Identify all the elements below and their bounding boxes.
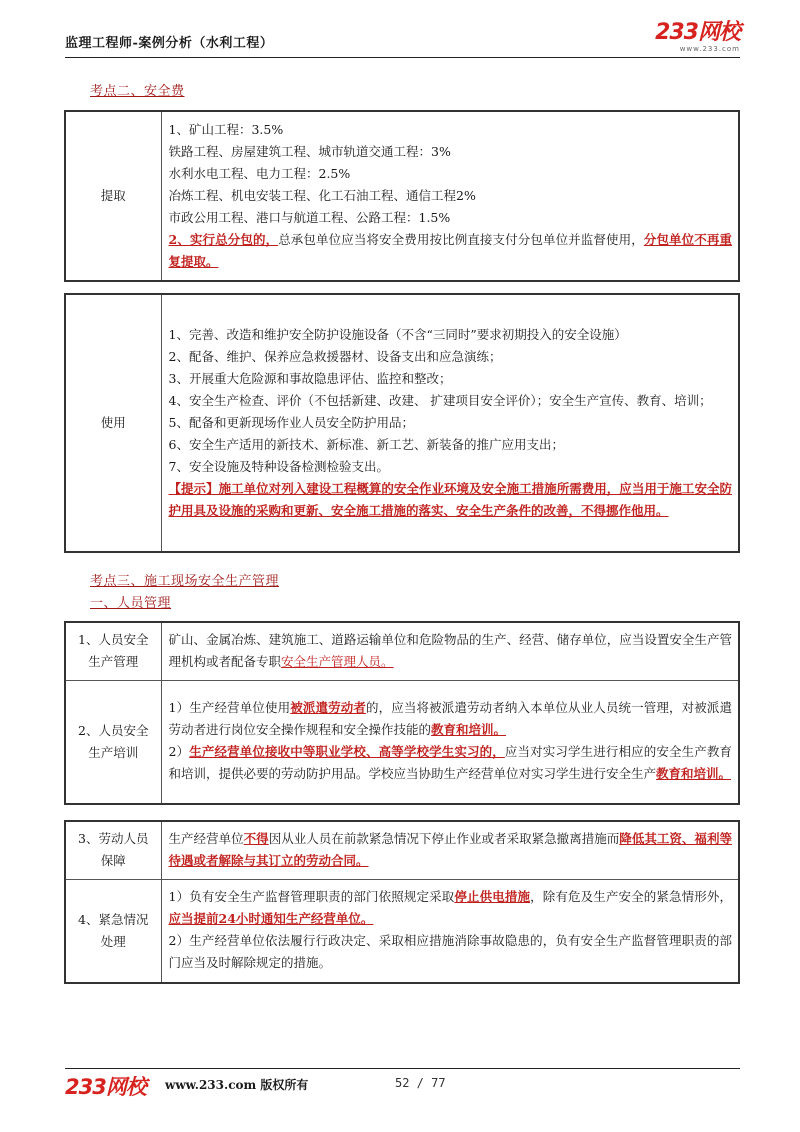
row-label: 2、人员安全生产培训 — [65, 680, 161, 804]
highlight-text: 教育和培训。 — [656, 766, 732, 782]
paragraph: 2）生产经营单位依法履行行政决定、采取相应措施消除事故隐患的，负有安全生产监督管理职责的部门应当及时解除规定的措施。 — [168, 933, 732, 971]
row-text: 1）负有安全生产监督管理职责的部门依照规定采取 — [168, 889, 455, 905]
highlight-text: 不得 — [243, 830, 269, 846]
highlight-text: 教育和培训。 — [431, 722, 507, 738]
row-content — [161, 821, 739, 879]
use-line: 6、安全生产适用的新技术、新标准、新工艺、新装备的推广应用支出； — [168, 436, 564, 452]
section-heading-site-safety: 考点三、施工现场安全生产管理 — [90, 574, 280, 589]
row-text: 1）生产经营单位使用 — [168, 700, 291, 716]
extract-line: 铁路工程、房屋建筑工程、城市轨道交通工程：3% — [168, 143, 451, 159]
use-line: 1、完善、改造和维护安全防护设施设备（不含“三同时”要求初期投入的安全设施） — [168, 326, 627, 342]
page-number: 52 / 77 — [395, 1076, 446, 1090]
extract-label: 提取 — [65, 111, 161, 281]
paragraph — [169, 697, 733, 741]
tip-text: 【提示】施工单位对列入建设工程概算的安全作业环境及安全施工措施所需费用，应当用于施工安全防护用具及设施的采购和更新、安全施工措施的落实、安全生产条件的改善，不得挪作他用。 — [168, 480, 732, 518]
row-text: 的，应当将被派遣劳动者纳入本单位从业人员统一管理，对被派遣劳动者进行岗位安全操作规程和安全操作技能的 — [168, 700, 732, 738]
highlight-text: 生产经营单位接收中等职业学校、高等学校学生实习的， — [189, 744, 505, 760]
section-heading-safety-fee: 考点二、安全费 — [90, 84, 185, 99]
paragraph — [169, 741, 733, 785]
row-content — [161, 680, 739, 804]
use-content — [161, 294, 739, 552]
paragraph — [169, 886, 733, 930]
use-line: 4、安全生产检查、评价（不包括新建、改建、 扩建项目安全评价）；安全生产宣传、教育、培训； — [168, 392, 712, 408]
highlight-text: 2、实行总分包的， — [168, 231, 279, 247]
copyright-text: www.233.com 版权所有 — [165, 1078, 309, 1092]
logo-url: www.233.com — [679, 45, 740, 53]
highlight-text: 应当提前24小时通知生产经营单位。 — [168, 911, 374, 927]
highlight-text: 降低其工资、福利等待遇或者解除与其订立的劳动合同。 — [168, 830, 732, 868]
subheading-personnel: 一、人员管理 — [90, 596, 172, 611]
use-table — [64, 293, 740, 553]
use-label: 使用 — [65, 294, 161, 552]
row-label: 4、紧急情况处理 — [65, 879, 161, 983]
extract-table — [64, 110, 740, 282]
row-label: 1、人员安全生产管理 — [65, 622, 161, 680]
use-line: 7、安全设施及特种设备检测检验支出。 — [168, 458, 389, 474]
row-text: 2） — [168, 744, 190, 760]
personnel-table-1 — [64, 621, 740, 805]
logo-text: 233网校 — [655, 20, 740, 45]
row-text: 因从业人员在前款紧急情况下停止作业或者采取紧急撤离措施而 — [268, 830, 620, 846]
use-line: 2、配备、维护、保养应急救援器材、设备支出和应急演练； — [168, 348, 502, 364]
use-line: 5、配备和更新现场作业人员安全防护用品； — [168, 414, 414, 430]
row-text: 矿山、金属冶炼、建筑施工、道路运输单位和危险物品的生产、经营、储存单位，应当设置安全生产管理机构或者配备专职 — [168, 631, 732, 669]
extract-line: 冶炼工程、机电安装工程、化工石油工程、通信工程2% — [168, 187, 476, 203]
highlight-text: 分包单位不再重复提取。 — [168, 231, 732, 269]
extract-line: 水利水电工程、电力工程：2.5% — [168, 165, 351, 181]
highlight-text: 被派遣劳动者 — [290, 700, 366, 716]
brand-logo — [655, 22, 740, 53]
highlight-text: 停止供电措施 — [454, 889, 531, 905]
extract-content — [161, 111, 739, 281]
personnel-table-2 — [64, 820, 740, 984]
extract-note — [169, 229, 733, 273]
row-content — [161, 622, 739, 680]
highlight-text: 安全生产管理人员。 — [281, 653, 394, 669]
row-text: 应当对实习学生进行相应的安全生产教育和培训，提供必要的劳动防护用品。学校应当协助生产经营单位对实习学生进行安全生产 — [168, 744, 732, 782]
page-footer — [65, 1068, 740, 1099]
document-title: 监理工程师-案例分析（水利工程） — [65, 36, 274, 51]
page-header — [65, 20, 740, 58]
extract-line: 1、矿山工程：3.5% — [168, 121, 284, 137]
row-text: 生产经营单位 — [168, 830, 244, 846]
row-content — [161, 879, 739, 983]
note-text: 总承包单位应当将安全费用按比例直接支付分包单位并监督使用， — [278, 231, 644, 247]
footer-logo: 233网校 — [65, 1075, 146, 1099]
use-line: 3、开展重大危险源和事故隐患评估、监控和整改； — [168, 370, 452, 386]
row-label: 3、劳动人员保障 — [65, 821, 161, 879]
row-text: ，除有危及生产安全的紧急情形外， — [530, 889, 732, 905]
extract-line: 市政公用工程、港口与航道工程、公路工程：1.5% — [168, 209, 451, 225]
